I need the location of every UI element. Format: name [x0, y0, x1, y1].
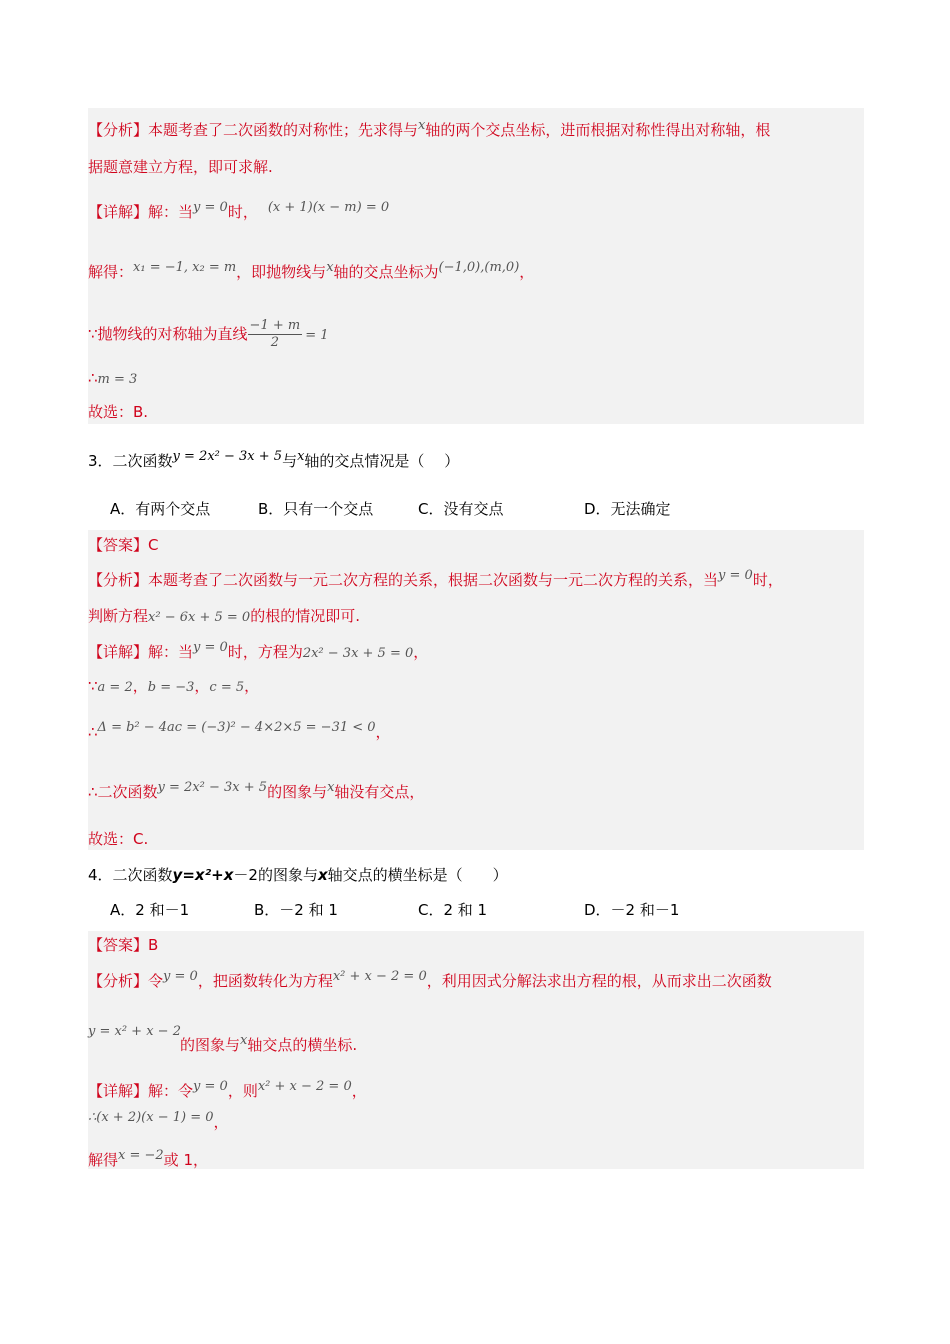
q4-analysis-line2: y = x² + x − 2 [88, 1024, 181, 1039]
q3-detail-line4: ∴二次函数y = 2x² − 3x + 5的图象与x轴没有交点， [88, 780, 425, 801]
q4-option-c: C．2 和 1 [418, 901, 488, 919]
q3-option-d: D．无法确定 [584, 500, 671, 518]
q3-option-b: B．只有一个交点 [258, 500, 374, 518]
q4-analysis-line3: 的图象与x轴交点的横坐标. [180, 1033, 358, 1054]
q4-stem: 4．二次函数y=x²+x－2的图象与x轴交点的横坐标是（ ） [88, 866, 508, 884]
q3-option-a: A．有两个交点 [110, 500, 211, 518]
q4-detail-line2: ∴(x + 2)(x − 1) = 0， [88, 1110, 229, 1131]
q4-option-a: A．2 和－1 [110, 901, 190, 919]
q2-detail-line5: 故选：B. [88, 403, 149, 421]
q3-analysis-line1: 【分析】本题考查了二次函数与一元二次方程的关系，根据二次函数与一元二次方程的关系，当y = 0时， [88, 568, 783, 589]
q3-answer: 【答案】C [88, 536, 159, 554]
q2-detail-line4: ∴m = 3 [88, 369, 138, 387]
detail-tag: 【详解】 [88, 203, 149, 221]
q3-analysis-line2: 判断方程x² − 6x + 5 = 0的根的情况即可. [88, 607, 360, 625]
q4-analysis-line1: 【分析】令y = 0，把函数转化为方程x² + x − 2 = 0，利用因式分解法求出方程的根，从而求出二次函数 [88, 969, 772, 990]
q2-detail-line3: ∵抛物线的对称轴为直线 $\frac{-1 + m}{2}$ = 1 [88, 318, 329, 350]
q3-stem: 3．二次函数y = 2x² − 3x + 5与x轴的交点情况是（ ） [88, 449, 460, 470]
fraction: $\frac{-1 + m}{2}$ [249, 318, 301, 350]
q3-detail-line3: ∴Δ = b² − 4ac = (−3)² − 4×2×5 = −31 < 0， [88, 720, 391, 741]
q4-detail-line3: 解得x = −2或 1， [88, 1148, 208, 1169]
q3-detail-line2: ∵a = 2，b = −3，c = 5， [88, 677, 260, 695]
q2-analysis-line2: 据题意建立方程，即可求解. [88, 158, 273, 176]
q2-analysis-line1: 【分析】本题考查了二次函数的对称性；先求得与x轴的两个交点坐标，进而根据对称性得出对称轴，根 [88, 118, 771, 139]
q4-option-d: D．－2 和－1 [584, 901, 680, 919]
q3-option-c: C．没有交点 [418, 500, 504, 518]
q2-detail-line2: 解得：x₁ = −1, x₂ = m，即抛物线与x轴的交点坐标为(−1,0),(m,0)， [88, 260, 535, 281]
q3-detail-line5: 故选：C. [88, 830, 149, 848]
q4-answer: 【答案】B [88, 936, 159, 954]
q2-detail-line1: 【详解】解：当y = 0时， (x + 1)(x − m) = 0 [88, 200, 390, 221]
q3-detail-line1: 【详解】解：当y = 0时，方程为2x² − 3x + 5 = 0， [88, 640, 429, 661]
q4-option-b: B．－2 和 1 [254, 901, 338, 919]
q4-detail-line1: 【详解】解：令y = 0，则x² + x − 2 = 0， [88, 1079, 367, 1100]
analysis-tag: 【分析】 [88, 121, 149, 139]
